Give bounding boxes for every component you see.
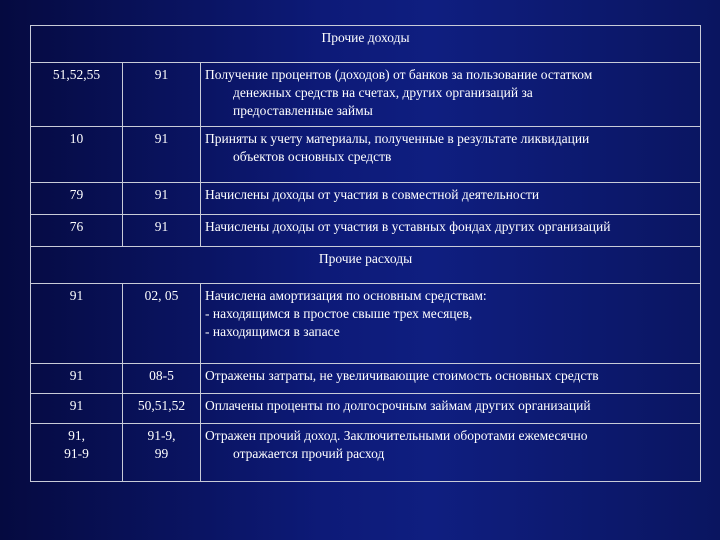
description-line: Получение процентов (доходов) от банков за пользование остатком [205, 67, 593, 82]
table-row [31, 284, 701, 364]
description-line: предоставленные займы [233, 103, 373, 118]
debit-cell: 91 [31, 364, 123, 394]
description-cell [201, 424, 701, 482]
credit-cell: 91 [123, 63, 201, 127]
description-line: отражается прочий расход [233, 446, 385, 461]
description-cell [201, 127, 701, 183]
credit-cell: 91 [123, 215, 201, 247]
debit-cell: 76 [31, 215, 123, 247]
description-cell [201, 63, 701, 127]
description-line: Оплачены проценты по долгосрочным займам других организаций [205, 398, 591, 413]
income-header-row [31, 26, 701, 63]
description-cell [201, 215, 701, 247]
credit-cell: 91 [123, 127, 201, 183]
description-cell [201, 183, 701, 215]
description-line: денежных средств на счетах, других организаций за [233, 85, 533, 100]
description-cell [201, 394, 701, 424]
table-row [31, 364, 701, 394]
table-row [31, 394, 701, 424]
table-row [31, 63, 701, 127]
description-cell [201, 284, 701, 364]
credit-cell [123, 424, 201, 482]
credit-cell: 02, 05 [123, 284, 201, 364]
description-line: Начислены доходы от участия в уставных фондах других организаций [205, 219, 611, 234]
debit-line: 91-9 [64, 446, 89, 461]
credit-cell: 08-5 [123, 364, 201, 394]
debit-cell: 79 [31, 183, 123, 215]
table-row [31, 127, 701, 183]
debit-cell: 10 [31, 127, 123, 183]
expenses-header: Прочие расходы [31, 247, 701, 284]
description-line: Начислены доходы от участия в совместной деятельности [205, 187, 540, 202]
accounting-entries-table [30, 25, 701, 482]
description-line: Начислена амортизация по основным средствам: [205, 288, 487, 303]
description-line: Отражен прочий доход. Заключительными оборотами ежемесячно [205, 428, 588, 443]
debit-line: 91, [68, 428, 85, 443]
debit-cell [31, 424, 123, 482]
credit-cell: 91 [123, 183, 201, 215]
description-line: - находящимся в запасе [205, 324, 340, 339]
income-header: Прочие доходы [31, 26, 701, 63]
description-line: Отражены затраты, не увеличивающие стоимость основных средств [205, 368, 599, 383]
expenses-header-row [31, 247, 701, 284]
description-line: - находящимся в простое свыше трех месяцев, [205, 306, 473, 321]
debit-cell: 51,52,55 [31, 63, 123, 127]
table-row [31, 183, 701, 215]
credit-line: 99 [154, 446, 169, 461]
debit-cell: 91 [31, 284, 123, 364]
description-cell [201, 364, 701, 394]
table-row [31, 424, 701, 482]
description-line: Приняты к учету материалы, полученные в результате ликвидации [205, 131, 590, 146]
debit-cell: 91 [31, 394, 123, 424]
description-line: объектов основных средств [233, 149, 392, 164]
credit-line: 91-9, [147, 428, 176, 443]
credit-cell: 50,51,52 [123, 394, 201, 424]
table-row [31, 215, 701, 247]
